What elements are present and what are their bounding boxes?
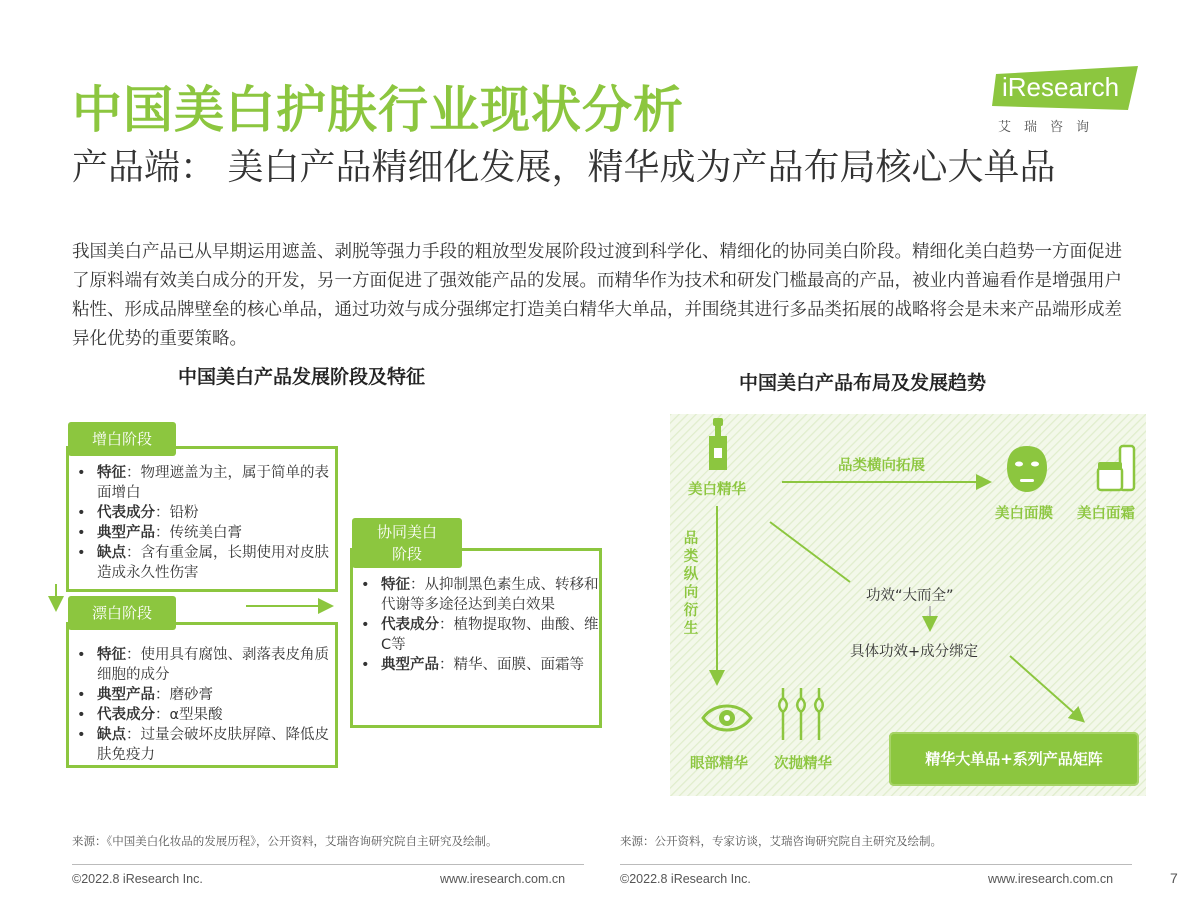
stage-1-item-4: • 缺点：含有重金属，长期使用对皮肤造成永久性伤害: [71, 543, 335, 583]
stage-box-3: [350, 548, 602, 728]
product-right-1: 美白面膜: [995, 506, 1053, 522]
horizontal-expand-label: 品类横向拓展: [838, 458, 925, 474]
page-number: 7: [1170, 870, 1178, 886]
footer-divider-left: [72, 864, 584, 865]
source-left: 来源：《中国美白化妆品的发展历程》，公开资料，艾瑞咨询研究院自主研究及绘制。: [72, 834, 498, 848]
logo-subtext: 艾瑞咨询: [998, 120, 1103, 135]
stage-3-item-1: • 特征：从抑制黑色素生成、转移和代谢等多途径达到美白效果: [355, 575, 599, 615]
stage-1-list: [71, 463, 335, 583]
right-chart-title: 中国美白产品布局及发展趋势: [739, 372, 987, 394]
vertical-derive-label: 品类纵向衍生: [683, 531, 699, 637]
website-link-right[interactable]: www.iresearch.com.cn: [988, 872, 1114, 886]
stage-2-item-2: • 典型产品：磨砂膏: [71, 685, 335, 705]
source-right: 来源：公开资料，专家访谈，艾瑞咨询研究院自主研究及绘制。: [620, 834, 942, 848]
left-chart-title: 中国美白产品发展阶段及特征: [178, 366, 426, 388]
core-product-label: 美白精华: [688, 482, 746, 498]
efficacy-label: 功效“大而全”: [866, 588, 954, 604]
stage-box-2: [66, 622, 338, 768]
result-box: 精华大单品+系列产品矩阵: [889, 732, 1139, 786]
stage-tag-2: 漂白阶段: [68, 596, 176, 630]
binding-label: 具体功效+成分绑定: [850, 644, 979, 660]
iresearch-logo: [992, 66, 1138, 135]
product-right-2: 美白面霜: [1077, 506, 1135, 522]
cream-jar-icon: [1096, 444, 1140, 496]
intro-paragraph: 我国美白产品已从早期运用遮盖、剥脱等强力手段的粗放型发展阶段过渡到科学化、精细化的协同美白阶段。精细化美白趋势一方面促进了原料端有效美白成分的开发，另一方面促进了强效能产品的发展。而精华作为技术和研发门槛最高的产品，被业内普遍看作是增强用户粘性、形成品牌壁垒的核心单品，通过功效与成分强绑定打造美白精华大单品，并围绕其进行多品类拓展的战略将会是未来产品端形成差异化优势的重要策略。: [72, 242, 1122, 349]
stage-tag-3: 协同美白阶段: [352, 518, 462, 568]
product-bottom-1: 眼部精华: [690, 756, 748, 772]
ampoule-icon: [776, 684, 826, 744]
stage-1-item-2: • 代表成分：铅粉: [71, 503, 335, 523]
stage-3-list: [355, 575, 599, 675]
page-subtitle: 产品端： 美白产品精细化发展，精华成为产品布局核心大单品: [72, 147, 1056, 188]
stage-3-item-2: • 代表成分：植物提取物、曲酸、维C等: [355, 615, 599, 655]
page-title: 中国美白护肤行业现状分析: [72, 81, 684, 139]
stage-2-item-3: • 代表成分：α型果酸: [71, 705, 335, 725]
copyright-right: ©2022.8 iResearch Inc.: [620, 872, 751, 886]
stage-3-item-3: • 典型产品：精华、面膜、面霜等: [355, 655, 599, 675]
stage-1-item-1: • 特征：物理遮盖为主，属于简单的表面增白: [71, 463, 335, 503]
eye-icon: [700, 698, 754, 738]
product-layout-diagram: [670, 414, 1146, 796]
face-mask-icon: [1004, 444, 1050, 494]
stage-tag-1: 增白阶段: [68, 422, 176, 456]
stage-1-item-3: • 典型产品：传统美白膏: [71, 523, 335, 543]
logo-text: iResearch: [1002, 72, 1120, 102]
stage-2-list: [71, 645, 335, 765]
footer-divider-right: [620, 864, 1132, 865]
product-bottom-2: 次抛精华: [774, 756, 832, 772]
stage-box-1: [66, 446, 338, 592]
stage-2-item-1: • 特征：使用具有腐蚀、剥落表皮角质细胞的成分: [71, 645, 335, 685]
copyright-left: ©2022.8 iResearch Inc.: [72, 872, 203, 886]
stage-2-item-4: • 缺点：过量会破坏皮肤屏障、降低皮肤免疫力: [71, 725, 335, 765]
website-link-left[interactable]: www.iresearch.com.cn: [440, 872, 566, 886]
serum-bottle-icon: [703, 418, 733, 472]
